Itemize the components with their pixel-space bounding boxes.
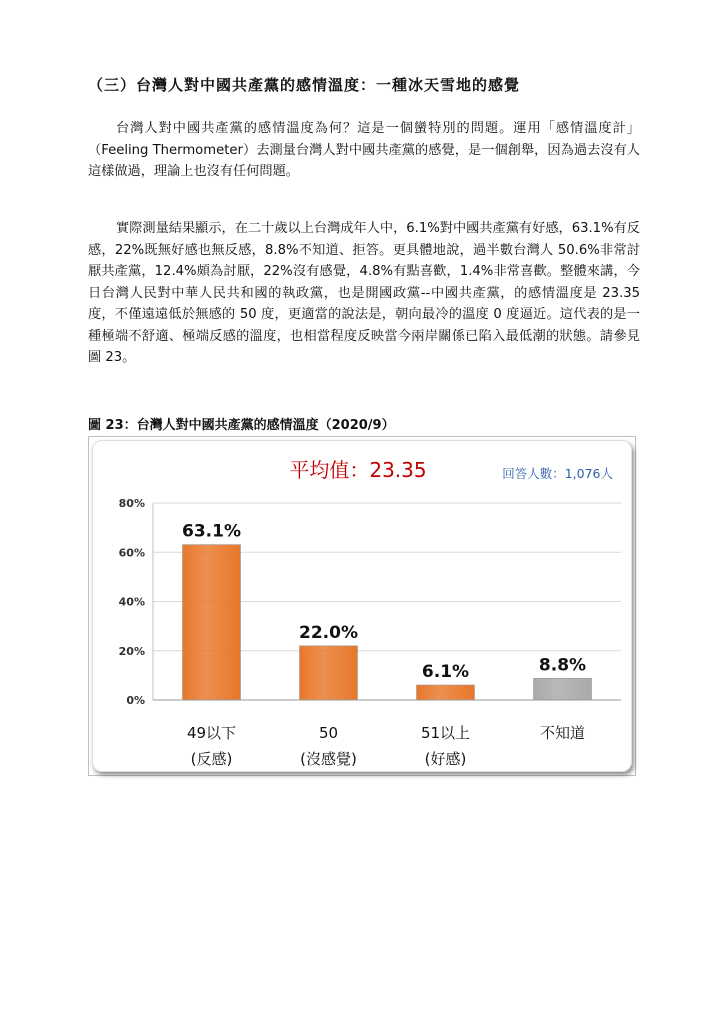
x-tick-label: 50 (318, 724, 339, 742)
bar-2 (300, 646, 358, 700)
y-tick-label: 40% (118, 595, 145, 609)
chart-panel (92, 440, 632, 772)
data-label: 22.0% (299, 622, 358, 643)
paragraph-results: 實際測量結果顯示，在二十歲以上台灣成年人中，6.1%對中國共產黨有好感，63.1%有反感，22%既無好感也無反感，8.8%不知道、拒答。更具體地說，過半數台灣人 50.6%非常討厭共產黨，12.4%頗為討厭，22%沒有感覺，4.8%有點喜歡，1.4%非常喜歡。整體來講，今日台灣人民對中華人民共和國的執政黨，也是開國政黨--中國共產黨，的感情溫度是 23.35 度，不僅遠遠低於無感的 50 度，更適當的說法是，朝向最冷的溫度 0 度逼近。這代表的是一種極端不舒適、極端反感的溫度，也相當程度反映當今兩岸關係已陷入最低潮的狀態。請參見圖 23。 (88, 221, 640, 365)
x-tick-label: 49以下 (186, 724, 237, 742)
x-tick-sublabel: (反感) (190, 750, 233, 768)
y-tick-label: 80% (118, 497, 145, 510)
bar-1 (183, 545, 241, 700)
data-label: 6.1% (421, 661, 470, 682)
paragraph-intro: 台灣人對中國共產黨的感情溫度為何？這是一個蠻特別的問題。運用「感情溫度計」（Feeling Thermometer）去測量台灣人對中國共產黨的感覺，是一個創舉，因為過去沒有人這樣做過，理論上也沒有任何問題。 (88, 121, 640, 179)
bar-4 (534, 678, 592, 700)
bar-3 (417, 685, 475, 700)
chart-title: 平均值：23.35 (289, 458, 427, 482)
x-tick-label: 51以上 (420, 724, 471, 742)
x-tick-sublabel: (好感) (424, 750, 467, 768)
y-tick-label: 0% (126, 694, 145, 707)
y-tick-label: 20% (118, 644, 145, 658)
x-tick-sublabel: (沒感覺) (300, 750, 357, 768)
section-title: （三）台灣人對中國共產黨的感情溫度：一種冰天雪地的感覺 (88, 76, 521, 94)
bar-chart (93, 441, 632, 772)
data-label: 63.1% (182, 521, 241, 542)
respondents-label: 回答人數：1,076人 (502, 466, 613, 481)
chart-frame (88, 436, 636, 776)
y-tick-label: 60% (118, 546, 145, 560)
x-tick-label: 不知道 (539, 724, 586, 742)
figure-caption: 圖 23：台灣人對中國共產黨的感情溫度（2020/9） (88, 418, 395, 433)
data-label: 8.8% (538, 655, 587, 676)
